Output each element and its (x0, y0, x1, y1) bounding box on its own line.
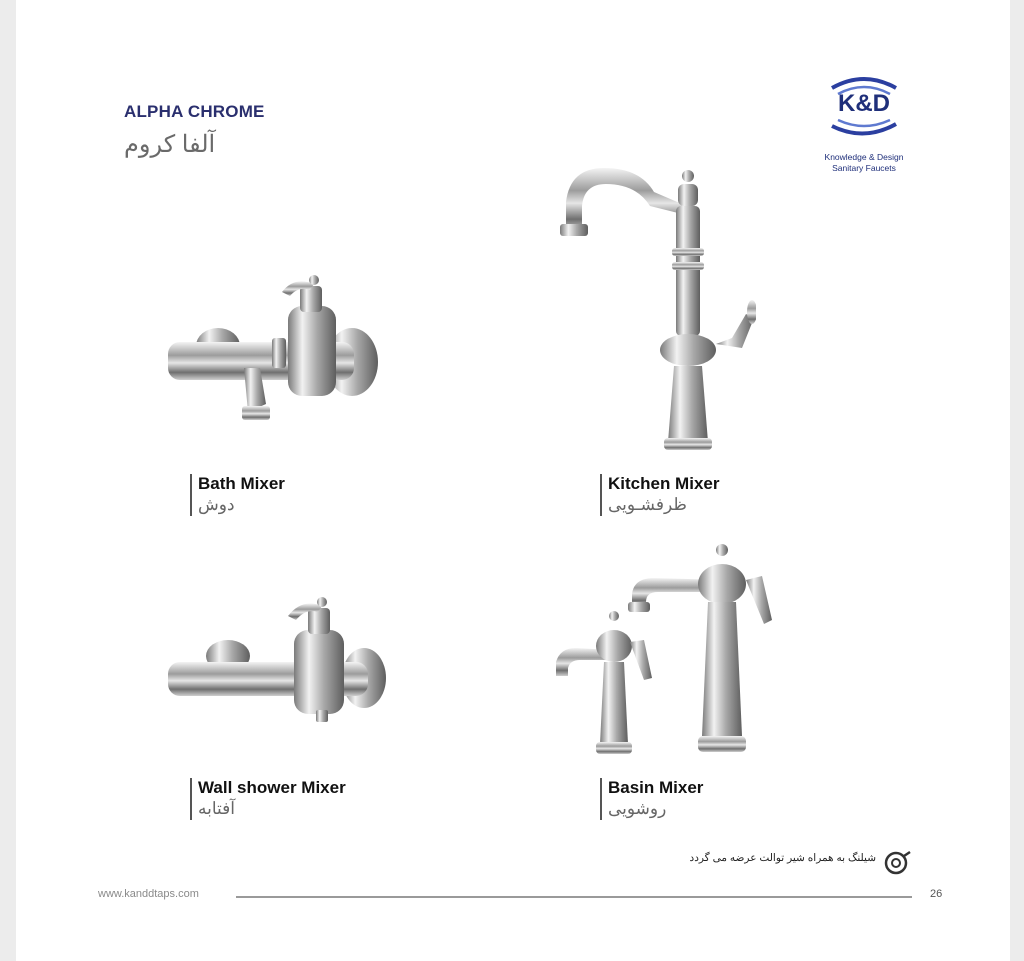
basin-mixer-faucet-icon (554, 540, 784, 760)
kitchen-mixer-faucet-icon (556, 162, 756, 457)
series-title-persian: آلفا کروم (124, 131, 216, 158)
footer-divider (236, 896, 912, 898)
logo-tagline: Knowledge & Design (824, 152, 904, 162)
product-caption-bath-mixer (190, 474, 285, 516)
page-number: 26 (930, 888, 943, 900)
product-caption-kitchen-mixer (600, 474, 719, 516)
product-name: Bath Mixer (198, 474, 285, 493)
hose-icon (882, 848, 912, 878)
bath-mixer-faucet-icon (164, 272, 384, 432)
logo-tagline-secondary: Sanitary Faucets (832, 163, 896, 173)
catalog-page (16, 0, 1010, 961)
product-name: Wall shower Mixer (198, 778, 346, 797)
brand-logo (806, 72, 926, 182)
product-name-persian: روشویی (608, 799, 667, 818)
product-name: Basin Mixer (608, 778, 704, 797)
product-caption-basin-mixer (600, 778, 703, 820)
product-name-persian: آفتابه (198, 799, 236, 818)
logo-wordmark: K&D (838, 90, 890, 117)
product-caption-wall-shower-mixer (190, 778, 346, 820)
series-title: ALPHA CHROME (124, 102, 265, 121)
wall-shower-mixer-faucet-icon (164, 590, 394, 725)
product-name: Kitchen Mixer (608, 474, 720, 493)
product-name-persian: ظرفشـویی (608, 495, 687, 514)
footer-website: www.kanddtaps.com (98, 888, 199, 900)
product-name-persian: دوش (198, 495, 235, 514)
hose-note: شیلنگ به همراه شیر توالت عرضه می گردد (689, 852, 876, 864)
